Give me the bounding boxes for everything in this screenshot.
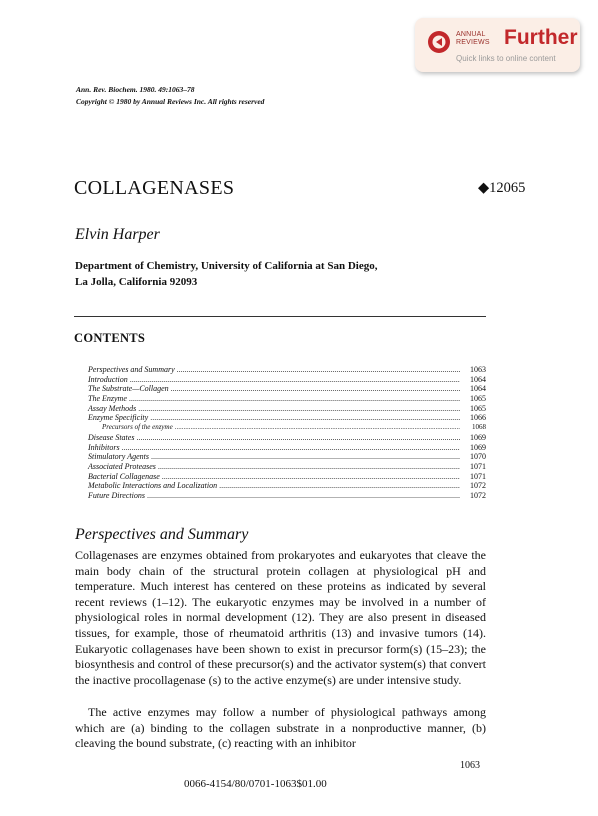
table-of-contents — [88, 365, 486, 501]
further-reviews: REVIEWS — [456, 39, 490, 46]
toc-entry[interactable] — [88, 462, 486, 472]
toc-entry-page: 1064 — [470, 374, 486, 384]
toc-entry[interactable] — [88, 384, 486, 394]
toc-leader-dots — [162, 472, 460, 482]
toc-entry[interactable] — [88, 491, 486, 501]
further-annual-reviews-label — [456, 31, 490, 47]
toc-entry-page: 1071 — [470, 471, 486, 481]
toc-entry-title: Precursors of the enzyme — [102, 423, 173, 432]
section-heading: Perspectives and Summary — [75, 526, 249, 543]
citation-line-1: Ann. Rev. Biochem. 1980. 49:1063–78 — [76, 85, 195, 94]
toc-leader-dots — [175, 423, 460, 433]
affiliation-line-1: Department of Chemistry, University of California at San Diego, — [75, 260, 378, 272]
contents-heading: CONTENTS — [74, 331, 146, 345]
toc-entry[interactable] — [88, 394, 486, 404]
toc-entry-title: Metabolic Interactions and Localization — [88, 481, 218, 491]
toc-entry-page: 1068 — [472, 423, 486, 432]
toc-entry-title: The Enzyme — [88, 394, 127, 404]
toc-entry[interactable] — [88, 365, 486, 375]
citation-line-2: Copyright © 1980 by Annual Reviews Inc. All rights reserved — [76, 97, 265, 106]
toc-entry-title: Associated Proteases — [88, 461, 156, 471]
citation — [76, 84, 264, 108]
toc-entry[interactable] — [88, 472, 486, 482]
footer-code: 0066-4154/80/0701-1063$01.00 — [184, 778, 327, 790]
toc-entry-page: 1069 — [470, 442, 486, 452]
toc-leader-dots — [138, 404, 460, 414]
toc-entry-title: Assay Methods — [88, 403, 137, 413]
toc-entry[interactable] — [88, 443, 486, 453]
toc-entry-title: Disease States — [88, 432, 135, 442]
body-paragraph-2: The active enzymes may follow a number of physiological pathways among which are (a) binding to the collagen substrate in a nonproductive manner, (b) cleaving the bound substrate, (c) reacting with an inhibitor — [75, 705, 486, 751]
toc-entry-page: 1063 — [470, 365, 486, 374]
toc-entry[interactable] — [88, 413, 486, 423]
toc-leader-dots — [158, 462, 460, 472]
toc-leader-dots — [130, 375, 460, 385]
toc-entry-page: 1070 — [470, 452, 486, 462]
toc-entry[interactable] — [88, 481, 486, 491]
toc-entry-page: 1066 — [470, 413, 486, 423]
toc-entry-title: The Substrate—Collagen — [88, 384, 169, 394]
toc-entry-page: 1069 — [470, 432, 486, 442]
toc-leader-dots — [147, 491, 460, 501]
toc-leader-dots — [151, 452, 460, 462]
further-logo-icon — [427, 30, 451, 54]
body-paragraph-1: Collagenases are enzymes obtained from prokaryotes and eukaryotes that cleave the main body chain of the structural protein collagen at physiological pH and temperature. Much interest has centered on these proteins as indicated by several recent reviews (1–12). The eukaryotic enzymes may be involved in a number of physiological roles in normal development (12). They are also present in diseased tissues, for example, those of rheumatoid arthritis (13) and invasive tumors (14). Eukaryotic collagenases have been shown to exist in precursor form(s) (15–23); the biosynthesis and control of these precursor(s) and the activator system(s) that convert the inactive procollagenase (s) to the active enzyme(s) are under intensive study. — [75, 548, 486, 687]
further-wordmark: Further — [504, 26, 578, 49]
toc-entry-page: 1072 — [470, 481, 486, 491]
affiliation — [75, 258, 377, 290]
toc-entry[interactable] — [88, 433, 486, 443]
toc-leader-dots — [122, 443, 460, 453]
toc-entry-title: Introduction — [88, 374, 128, 384]
further-badge[interactable] — [415, 18, 580, 72]
toc-leader-dots — [219, 481, 460, 491]
affiliation-line-2: La Jolla, California 92093 — [75, 276, 198, 288]
toc-entry-page: 1065 — [470, 394, 486, 404]
toc-entry[interactable] — [88, 404, 486, 414]
toc-leader-dots — [136, 433, 460, 443]
toc-leader-dots — [150, 413, 460, 423]
toc-entry-title: Future Directions — [88, 490, 145, 500]
document-number: ◆12065 — [478, 180, 526, 196]
further-tagline: Quick links to online content — [456, 54, 556, 63]
toc-leader-dots — [177, 365, 460, 375]
author-name: Elvin Harper — [75, 226, 160, 243]
further-annual: ANNUAL — [456, 31, 486, 38]
toc-entry-page: 1071 — [470, 461, 486, 471]
toc-entry-title: Inhibitors — [88, 442, 120, 452]
divider-rule — [74, 316, 486, 317]
toc-entry-title: Bacterial Collagenase — [88, 471, 160, 481]
toc-entry-title: Stimulatory Agents — [88, 452, 149, 462]
toc-entry-page: 1065 — [470, 403, 486, 413]
toc-leader-dots — [129, 394, 460, 404]
toc-entry-page: 1072 — [470, 490, 486, 500]
toc-entry[interactable] — [88, 375, 486, 385]
toc-leader-dots — [171, 384, 460, 394]
toc-entry-page: 1064 — [470, 384, 486, 394]
toc-entry-title: Perspectives and Summary — [88, 365, 175, 374]
toc-entry[interactable] — [88, 452, 486, 462]
article-title: COLLAGENASES — [74, 177, 235, 199]
page-number: 1063 — [460, 760, 480, 771]
toc-entry-title: Enzyme Specificity — [88, 413, 149, 423]
toc-entry[interactable] — [88, 423, 486, 433]
